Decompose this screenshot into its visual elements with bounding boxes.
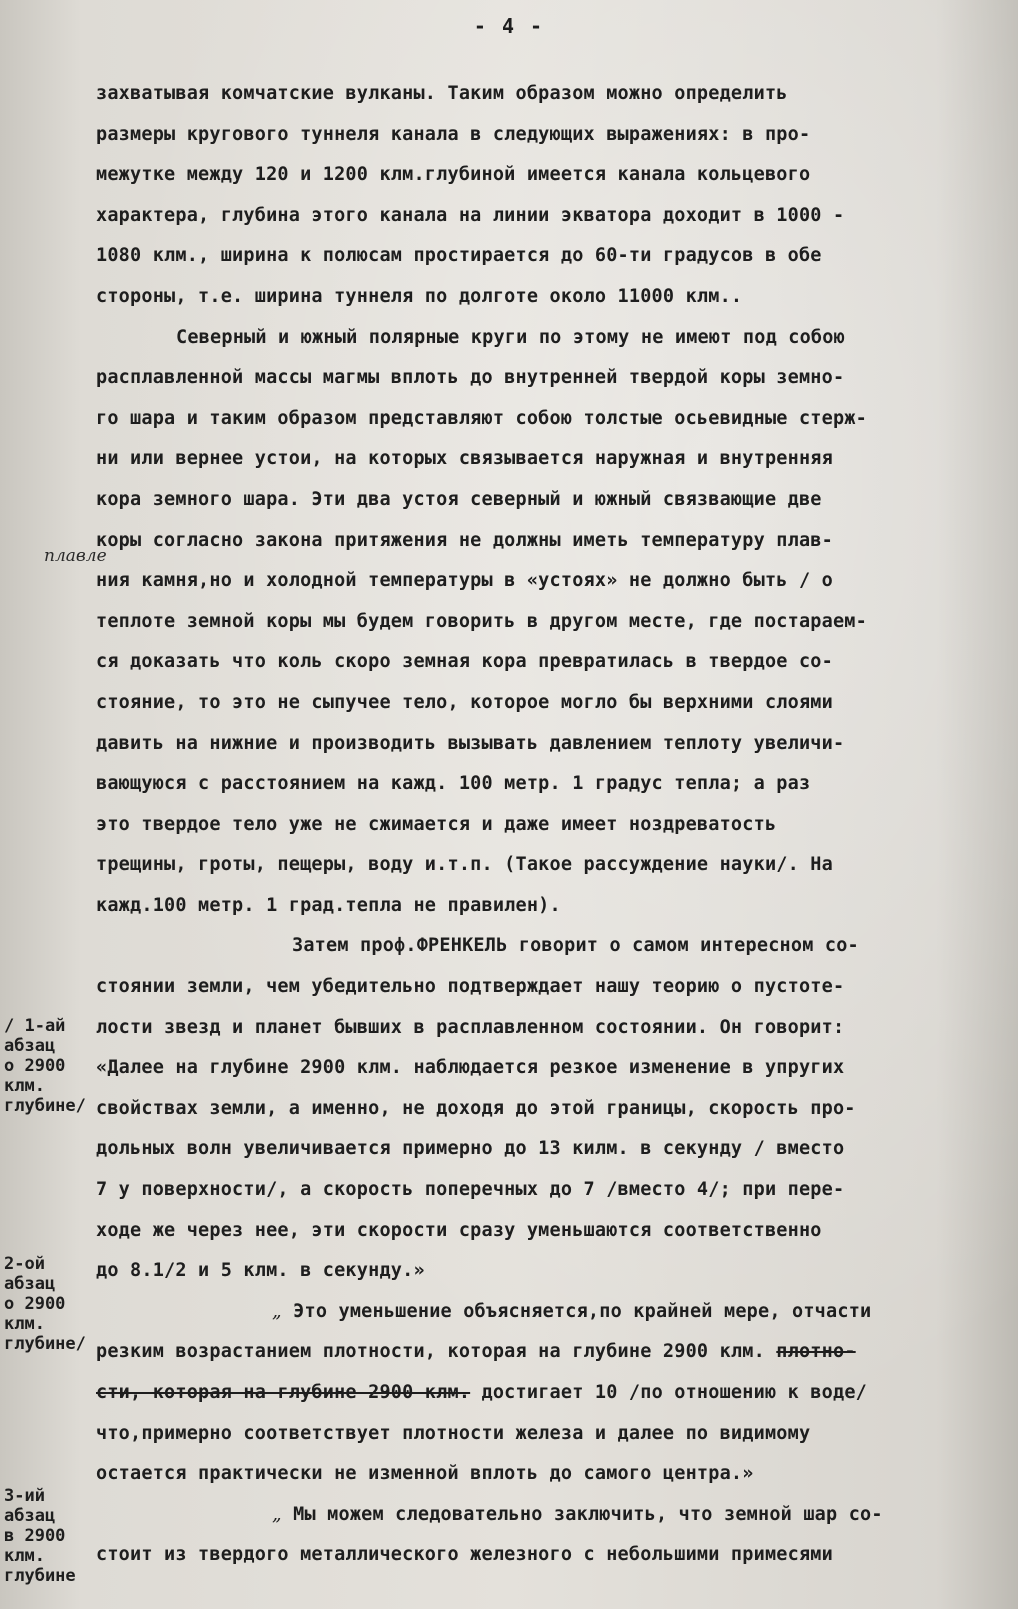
text-line: это твердое тело уже не сжимается и даже имеет ноздреватость bbox=[96, 813, 777, 835]
page-number: - 4 - bbox=[473, 14, 545, 38]
text-line: что,примерно соответствует плотности железа и далее по видимому bbox=[96, 1422, 811, 1444]
margin-note-line: / 1-ай bbox=[4, 1016, 66, 1036]
margin-note-line: 2-ой bbox=[4, 1254, 45, 1274]
handwritten-correction: плавле bbox=[44, 546, 107, 566]
text-line: Затем проф.ФРЕНКЕЛЬ говорит о самом интересном со- bbox=[292, 935, 859, 957]
text-line: 7 у поверхности/, а скорость поперечных до 7 /вместо 4/; при пере- bbox=[96, 1179, 845, 1201]
text-line: Северный и южный полярные круги по этому не имеют под собою bbox=[176, 326, 845, 348]
text-line: остается практически не изменной вплоть до самого центра.» bbox=[96, 1463, 754, 1485]
margin-note-line: глубине/ bbox=[4, 1096, 86, 1116]
text-line: го шара и таким образом представляют собою толстые осьевидные стерж- bbox=[96, 407, 867, 429]
text-segment: достигает 10 /по отношению к воде/ bbox=[481, 1382, 867, 1403]
text-line bbox=[96, 1332, 986, 1373]
text-line: размеры кругового туннеля канала в следующих выражениях: в про- bbox=[96, 123, 811, 145]
handwritten-quote-mark: „ bbox=[272, 1503, 282, 1525]
margin-note-line: клм. bbox=[4, 1076, 45, 1096]
text-line: кажд.100 метр. 1 град.тепла не правилен). bbox=[96, 894, 561, 916]
margin-note-line: о 2900 bbox=[4, 1056, 66, 1076]
text-segment: Мы можем следовательно заключить, что земной шар со- bbox=[293, 1503, 883, 1525]
text-line: теплоте земной коры мы будем говорить в другом месте, где постараем- bbox=[96, 610, 867, 632]
margin-note-line: клм. bbox=[4, 1314, 45, 1334]
text-line: до 8.1/2 и 5 клм. в секунду.» bbox=[96, 1260, 425, 1282]
text-line: вающуюся с расстоянием на кажд. 100 метр. 1 градус тепла; а раз bbox=[96, 773, 811, 795]
text-line bbox=[96, 1373, 986, 1414]
margin-note-line: клм. bbox=[4, 1546, 45, 1566]
text-line: трещины, гроты, пещеры, воду и.т.п. (Такое рассуждение науки/. На bbox=[96, 854, 833, 876]
margin-note-line: абзац bbox=[4, 1274, 56, 1294]
text-line bbox=[96, 1495, 986, 1536]
text-line: ходе же через нее, эти скорости сразу уменьшаются соответственно bbox=[96, 1219, 822, 1241]
text-line: кора земного шара. Эти два устоя северный и южный связвающие две bbox=[96, 488, 822, 510]
margin-note-line: о 2900 bbox=[4, 1294, 66, 1314]
text-line: ния камня,но и холодной температуры в «устоях» не должно быть / о bbox=[96, 570, 833, 592]
text-line: стояние, то это не сыпучее тело, которое могло бы верхними слоями bbox=[96, 691, 833, 713]
text-line: стоянии земли, чем убедительно подтверждает нашу теорию о пустоте- bbox=[96, 976, 845, 998]
handwritten-quote-mark: „ bbox=[272, 1300, 282, 1322]
text-line: ни или вернее устои, на которых связывается наружная и внутренняя bbox=[96, 448, 833, 470]
margin-note-line: глубине/ bbox=[4, 1334, 86, 1354]
text-line: свойствах земли, а именно, не доходя до этой границы, скорость про- bbox=[96, 1097, 856, 1119]
margin-note-2 bbox=[4, 1254, 86, 1354]
text-line: расплавленной массы магмы вплоть до внутренней твердой коры земно- bbox=[96, 367, 845, 389]
text-line: захватывая комчатские вулканы. Таким образом можно определить bbox=[96, 83, 788, 104]
margin-note-1 bbox=[4, 1016, 86, 1116]
text-line: 1080 клм., ширина к полюсам простирается до 60-ти градусов в обе bbox=[96, 245, 822, 267]
text-segment: Это уменьшение объясняется,по крайней мере, отчасти bbox=[293, 1300, 872, 1322]
margin-note-line: абзац bbox=[4, 1036, 56, 1056]
text-line: ся доказать что коль скоро земная кора превратилась в твердое со- bbox=[96, 651, 833, 673]
struck-text: плотно- bbox=[776, 1341, 856, 1363]
margin-note-line: глубине bbox=[4, 1566, 76, 1586]
text-line: стороны, т.е. ширина туннеля по долготе около 11000 клм.. bbox=[96, 285, 743, 307]
text-line: давить на нижние и производить вызывать давлением теплоту увеличи- bbox=[96, 732, 845, 754]
text-line: дольных волн увеличивается примерно до 13 килм. в секунду / вместо bbox=[96, 1138, 845, 1160]
typewritten-body bbox=[96, 74, 986, 1576]
text-segment: резким возрастанием плотности, которая на глубине 2900 клм. bbox=[96, 1341, 765, 1363]
margin-note-line: абзац bbox=[4, 1506, 56, 1526]
text-line bbox=[96, 1292, 986, 1333]
text-line: стоит из твердого металлического железного с небольшими примесями bbox=[96, 1544, 833, 1566]
margin-note-line: 3-ий bbox=[4, 1486, 45, 1506]
text-line: лости звезд и планет бывших в расплавленном состоянии. Он говорит: bbox=[96, 1016, 845, 1038]
text-line: характера, глубина этого канала на линии экватора доходит в 1000 - bbox=[96, 204, 845, 226]
margin-note-3 bbox=[4, 1486, 76, 1586]
struck-text: сти, которая на глубине 2900 клм. bbox=[96, 1382, 471, 1403]
text-line: коры согласно закона притяжения не должны иметь температуру плав- bbox=[96, 529, 833, 551]
margin-note-line: в 2900 bbox=[4, 1526, 66, 1546]
text-line: «Далее на глубине 2900 клм. наблюдается резкое изменение в упругих bbox=[96, 1057, 845, 1079]
text-line: межутке между 120 и 1200 клм.глубиной имеется канала кольцевого bbox=[96, 164, 811, 186]
